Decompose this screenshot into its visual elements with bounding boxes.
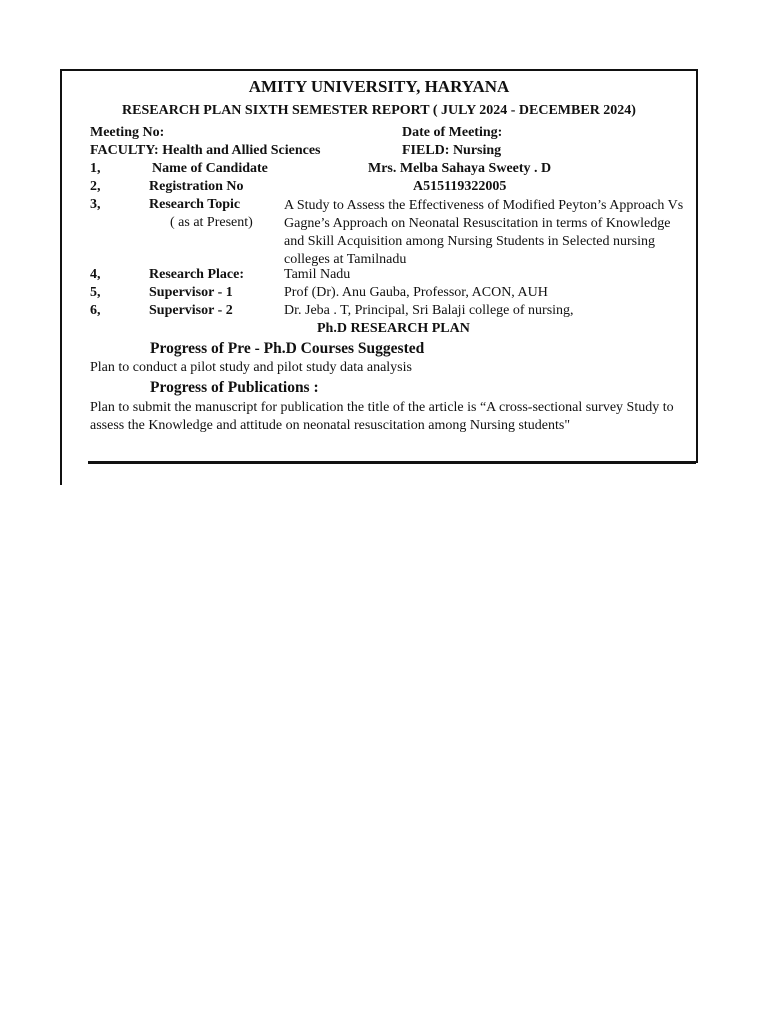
supervisor-1-label: Supervisor - 1 [149, 285, 233, 300]
publications-text: Plan to submit the manuscript for publication the title of the article is “A cross-sectional survey Study to assess the Knowledge and attitude on neonatal resuscitation among Nursing students" [90, 400, 674, 433]
bottom-rule [88, 461, 696, 464]
row-number: 3, [90, 197, 101, 212]
supervisor-2-label: Supervisor - 2 [149, 303, 233, 318]
research-plan-heading: Ph.D RESEARCH PLAN [317, 321, 470, 336]
report-frame [60, 69, 698, 463]
date-of-meeting-label: Date of Meeting: [402, 125, 503, 140]
row-number: 6, [90, 303, 101, 318]
field-label: FIELD: Nursing [402, 143, 502, 158]
university-title: AMITY UNIVERSITY, HARYANA [248, 77, 510, 96]
supervisor-2-value: Dr. Jeba . T, Principal, Sri Balaji college of nursing, [284, 303, 574, 318]
research-place-value: Tamil Nadu [284, 267, 351, 282]
meeting-no-label: Meeting No: [90, 125, 165, 140]
report-title: RESEARCH PLAN SIXTH SEMESTER REPORT ( JULY 2024 - DECEMBER 2024) [122, 103, 636, 118]
research-topic-value: A Study to Assess the Effectiveness of Modified Peyton’s Approach Vs Gagne’s Approach on Neonatal Resuscitation in terms of Knowledge and Skill Acquisition among Nursing Students in Selected nursing colleges at Tamilnadu [284, 198, 684, 267]
registration-value: A515119322005 [413, 179, 507, 194]
candidate-name-label: Name of Candidate [152, 161, 268, 176]
candidate-name-value: Mrs. Melba Sahaya Sweety . D [368, 161, 552, 176]
publications-heading: Progress of Publications : [150, 379, 319, 396]
registration-label: Registration No [149, 179, 244, 194]
row-number: 2, [90, 179, 101, 194]
supervisor-1-value: Prof (Dr). Anu Gauba, Professor, ACON, AUH [284, 285, 548, 300]
research-place-label: Research Place: [149, 267, 244, 282]
row-number: 4, [90, 267, 101, 282]
frame-left-edge [60, 461, 62, 485]
row-number: 5, [90, 285, 101, 300]
faculty-label: FACULTY: Health and Allied Sciences [90, 143, 321, 158]
row-number: 1, [90, 161, 101, 176]
research-topic-label: Research Topic [149, 197, 241, 212]
courses-heading: Progress of Pre - Ph.D Courses Suggested [150, 340, 425, 357]
courses-text: Plan to conduct a pilot study and pilot study data analysis [90, 360, 412, 375]
research-topic-sublabel: ( as at Present) [170, 215, 253, 230]
